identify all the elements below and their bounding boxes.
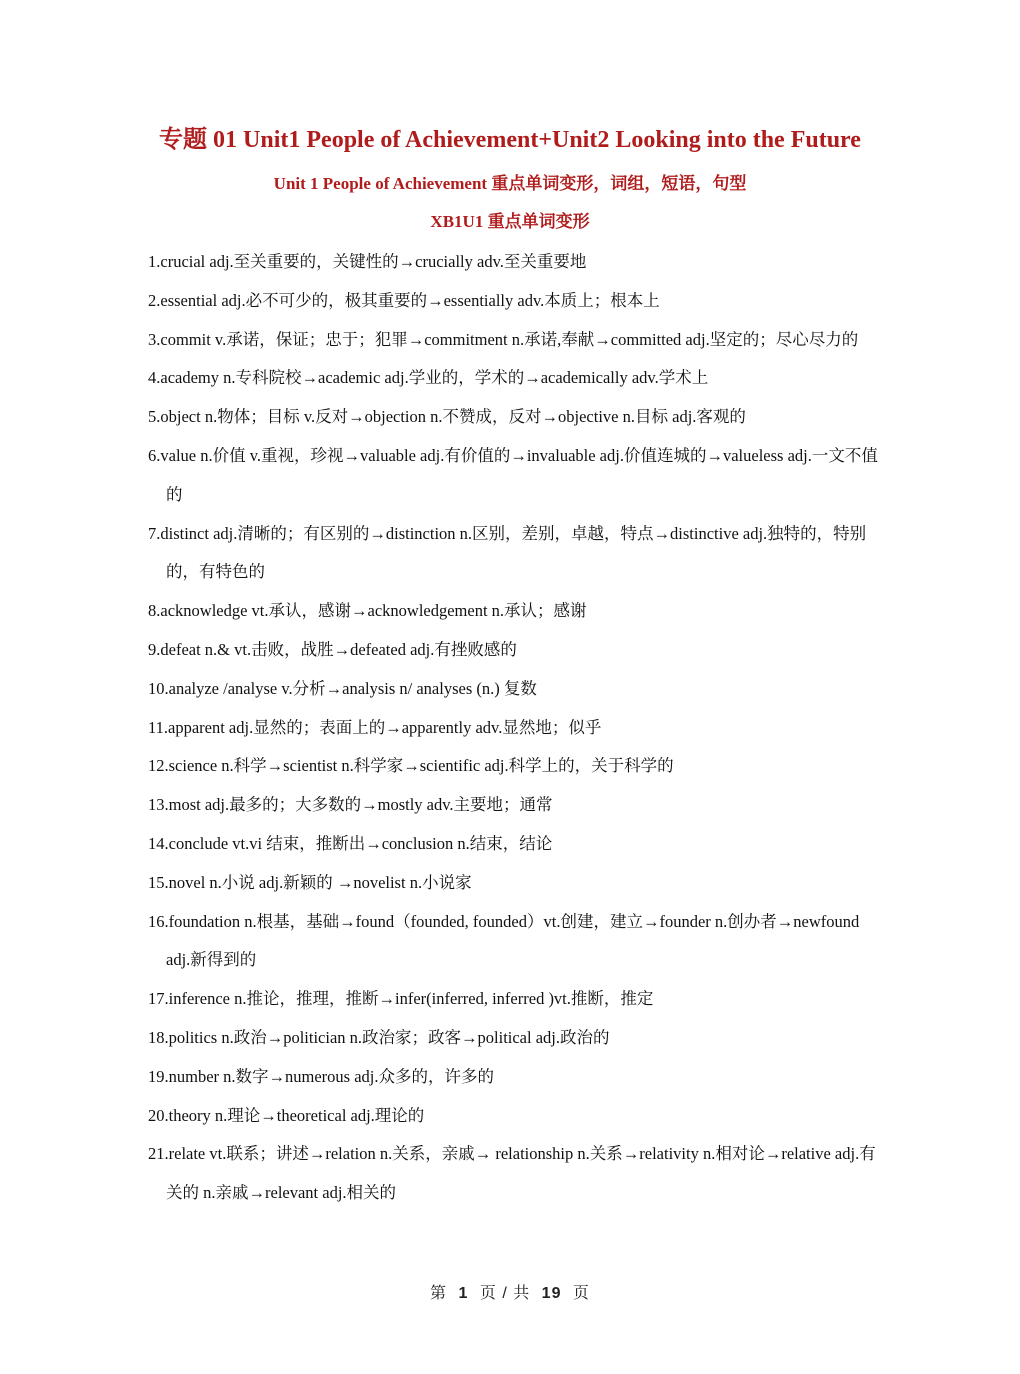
list-item: 5.object n.物体；目标 v.反对→objection n.不赞成，反对→objective n.目标 adj.客观的 (148, 407, 746, 427)
word-form-list (148, 243, 878, 1213)
document-title: 专题 01 Unit1 People of Achievement+Unit2 Looking into the Future (159, 127, 861, 153)
total-pages-number: 19 (541, 1285, 562, 1302)
list-item: 20.theory n.理论→theoretical adj.理论的 (148, 1105, 425, 1125)
list-item: 10.analyze /analyse v.分析→analysis n/ analyses (n.) 复数 (148, 678, 537, 698)
list-item: 14.conclude vt.vi 结束，推断出→conclusion n.结束，结论 (148, 833, 553, 853)
list-item: 7.distinct adj.清晰的；有区别的→distinction n.区别，差别，卓越，特点→distinctive adj.独特的，特别的，有特色的 (148, 523, 867, 582)
list-item: 3.commit v.承诺，保证；忠于；犯罪→commitment n.承诺,奉献→committed adj.坚定的；尽心尽力的 (148, 329, 859, 349)
list-item: 16.foundation n.根基，基础→found（founded, founded）vt.创建，建立→founder n.创办者→newfound adj.新得到的 (148, 911, 860, 970)
unit-subtitle: Unit 1 People of Achievement 重点单词变形，词组，短语，句型 (273, 174, 747, 193)
list-item: 4.academy n.专科院校→academic adj.学业的，学术的→academically adv.学术上 (148, 368, 709, 388)
list-item: 8.acknowledge vt.承认，感谢→acknowledgement n.承认；感谢 (148, 601, 587, 621)
current-page-number: 1 (458, 1285, 469, 1302)
list-item: 11.apparent adj.显然的；表面上的→apparently adv.显然地；似乎 (148, 717, 602, 737)
list-item: 13.most adj.最多的；大多数的→mostly adv.主要地；通常 (148, 795, 553, 815)
list-item: 17.inference n.推论，推理，推断→infer(inferred, inferred )vt.推断，推定 (148, 989, 654, 1009)
list-item: 15.novel n.小说 adj.新颖的 →novelist n.小说家 (148, 872, 472, 892)
page-footer (0, 1280, 1020, 1303)
list-item: 19.number n.数字→numerous adj.众多的，许多的 (148, 1066, 495, 1086)
list-item: 12.science n.科学→scientist n.科学家→scientific adj.科学上的，关于科学的 (148, 756, 674, 776)
list-item: 6.value n.价值 v.重视，珍视→valuable adj.有价值的→invaluable adj.价值连城的→valueless adj.一文不值的 (148, 445, 878, 504)
page-label-suffix: 页 (572, 1285, 590, 1302)
section-heading: XB1U1 重点单词变形 (430, 212, 590, 231)
page-label-mid: 页 / 共 (479, 1285, 531, 1302)
list-item: 1.crucial adj.至关重要的，关键性的→crucially adv.至关重要地 (148, 252, 587, 271)
list-item: 21.relate vt.联系；讲述→relation n.关系，亲戚→ relationship n.关系→relativity n.相对论→relative adj.有关的 n.亲戚→relevant adj.相关的 (148, 1144, 876, 1203)
list-item: 2.essential adj.必不可少的，极其重要的→essentially adv.本质上；根本上 (148, 290, 660, 310)
page-label-prefix: 第 (430, 1285, 448, 1302)
list-item: 9.defeat n.& vt.击败，战胜→defeated adj.有挫败感的 (148, 639, 517, 659)
list-item: 18.politics n.政治→politician n.政治家；政客→political adj.政治的 (148, 1027, 610, 1047)
